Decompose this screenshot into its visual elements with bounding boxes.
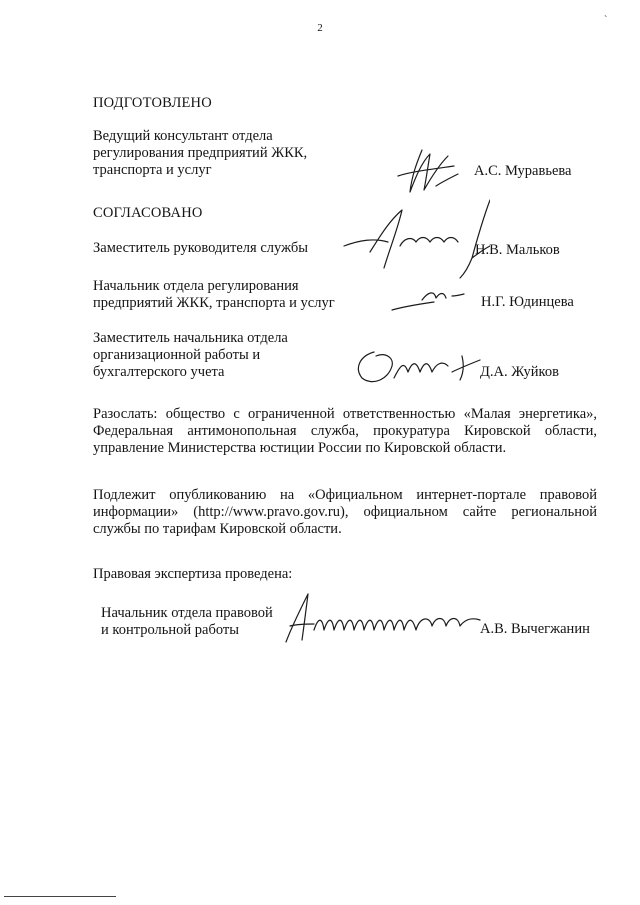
corner-mark: ` <box>604 15 608 26</box>
page-number: 2 <box>317 22 323 34</box>
prepared-name: А.С. Муравьева <box>474 163 572 179</box>
distribution-text: Разослать: общество с ограниченной ответственностью «Малая энергетика», Федеральная антимонопольная служба, прокуратура Кировской области, управление Министерства юстиции России по Кировской области. <box>93 406 597 456</box>
signature-vychegzhanin <box>282 590 482 646</box>
legal-review-position: Начальник отдела правовой и контрольной работы <box>101 605 273 638</box>
agreed-name-zhuikov: Д.А. Жуйков <box>480 364 559 380</box>
signature-malkov <box>340 196 490 282</box>
prepared-position: Ведущий консультант отдела регулирования предприятий ЖКК, транспорта и услуг <box>93 128 308 178</box>
signature-yudintseva <box>386 282 466 316</box>
agreed-name-yudintseva: Н.Г. Юдинцева <box>481 294 574 310</box>
agreed-position-deputy-head: Заместитель руководителя службы <box>93 240 309 256</box>
agreed-title: СОГЛАСОВАНО <box>93 205 203 221</box>
agreed-position-tariff-dept-head: Начальник отдела регулирования предприятий ЖКК, транспорта и услуг <box>93 278 335 311</box>
legal-review-name: А.В. Вычегжанин <box>480 621 590 637</box>
signature-muravieva <box>392 146 466 198</box>
publication-text: Подлежит опубликованию на «Официальном интернет-портале правовой информации» (http://www.pravo.gov.ru), официальном сайте региональной службы по тарифам Кировской области. <box>93 487 597 537</box>
footer-rule <box>4 896 116 897</box>
agreed-position-deputy-accounting: Заместитель начальника отдела организационной работы и бухгалтерского учета <box>93 330 288 380</box>
legal-review-title: Правовая экспертиза проведена: <box>93 566 293 582</box>
agreed-name-malkov: Н.В. Мальков <box>475 242 560 258</box>
prepared-title: ПОДГОТОВЛЕНО <box>93 95 212 111</box>
signature-zhuikov <box>352 342 482 390</box>
